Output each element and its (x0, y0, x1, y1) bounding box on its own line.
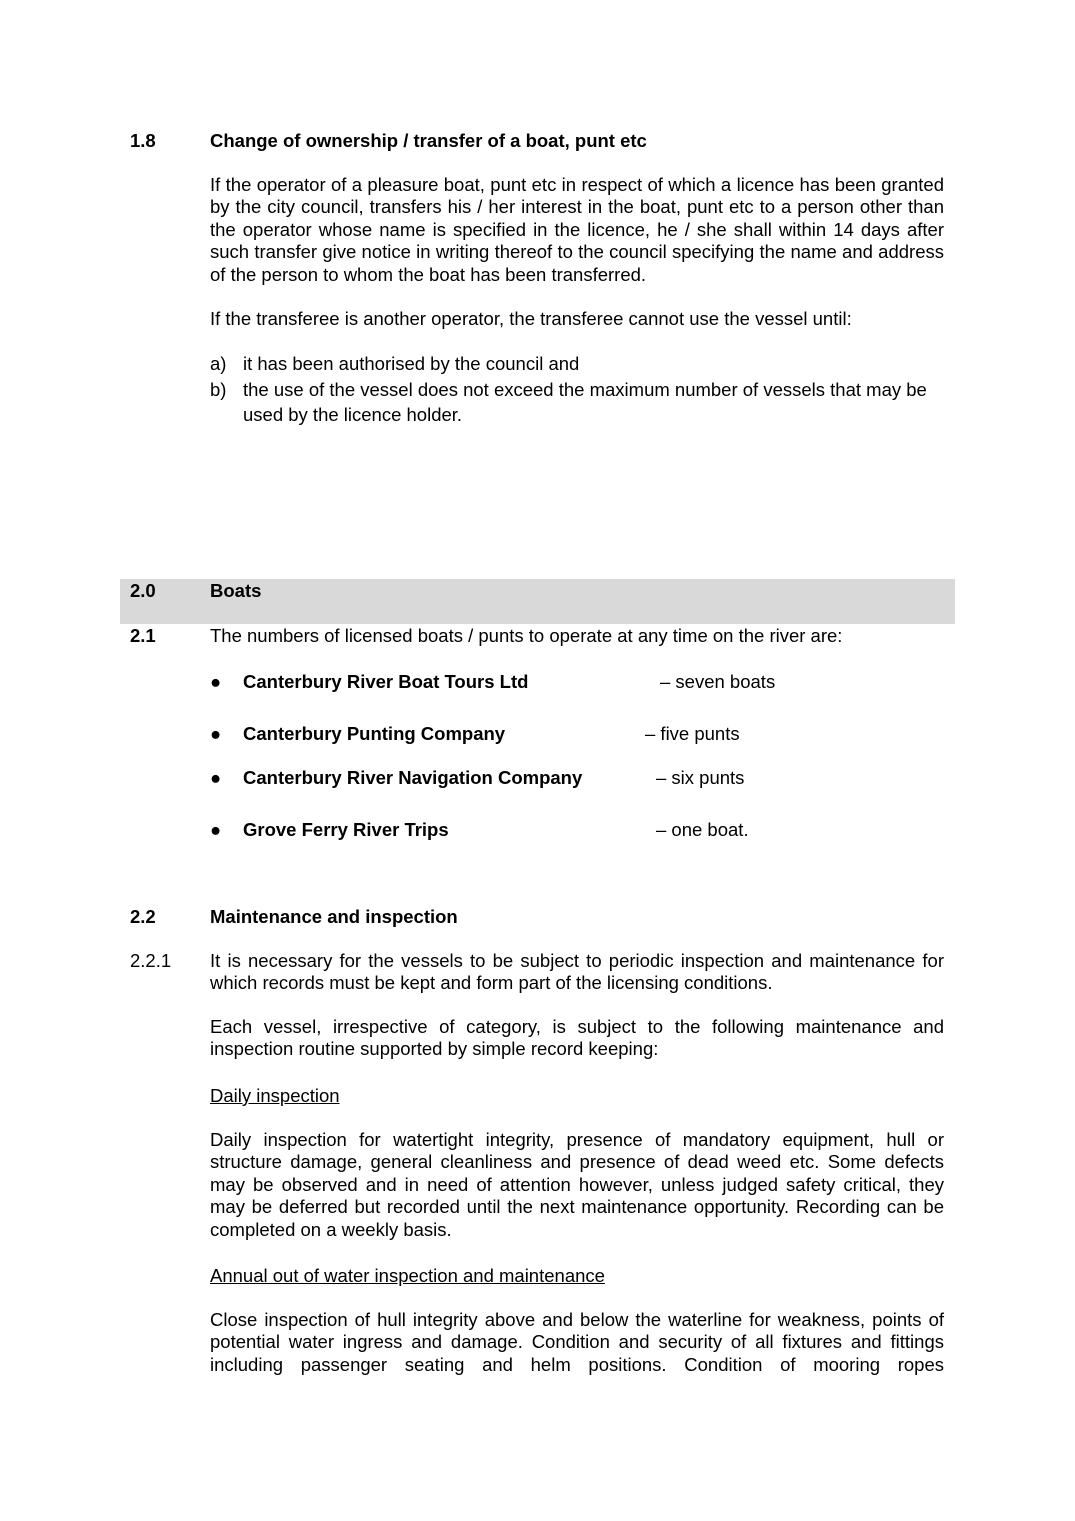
operator-quantity: – six punts (656, 767, 745, 788)
bullet-icon: ● (210, 819, 222, 840)
paragraph-periodic-inspection: It is necessary for the vessels to be subject to periodic inspection and maintenance for which records must be kept and form part of the licensing conditions. (210, 950, 944, 994)
section-title-1-8: Change of ownership / transfer of a boat, punt etc (210, 130, 647, 151)
list-item-a (210, 351, 944, 376)
operator-quantity: – seven boats (660, 671, 776, 692)
operator-name: Canterbury Punting Company (243, 723, 506, 744)
paragraph-licensed-numbers: The numbers of licensed boats / punts to operate at any time on the river are: (210, 625, 843, 646)
operator-quantity: – one boat. (656, 819, 749, 840)
paragraph-transfer-notice: If the operator of a pleasure boat, punt etc in respect of which a licence has been granted by the city council, transfers his / her interest in the boat, punt etc to a person other than the operator whose name is specified in the licence, he / she shall within 14 days after such transfer give notice in writing thereof to the council specifying the name and address of the person to whom the boat has been transferred. (210, 174, 944, 285)
paragraph-routine: Each vessel, irrespective of category, is subject to the following maintenance and inspection routine supported by simple record keeping: (210, 1016, 944, 1060)
operator-name: Canterbury River Navigation Company (243, 767, 583, 788)
paragraph-annual-inspection: Close inspection of hull integrity above and below the waterline for weakness, points of potential water ingress and damage. Condition and security of all fixtures and fittings including passenger seating and helm positions. Condition of mooring ropes (210, 1309, 944, 1375)
list-item-b (210, 377, 944, 427)
bullet-icon: ● (210, 723, 222, 744)
section-number-2-1: 2.1 (130, 625, 156, 646)
operator-quantity: – five punts (645, 723, 740, 744)
subheading-annual-inspection: Annual out of water inspection and maintenance (210, 1265, 605, 1286)
list-item-text: the use of the vessel does not exceed the maximum number of vessels that may be used by the licence holder. (243, 379, 927, 425)
bullet-icon: ● (210, 671, 222, 692)
paragraph-transferee: If the transferee is another operator, the transferee cannot use the vessel until: (210, 308, 852, 329)
section-title-boats: Boats (210, 580, 262, 601)
paragraph-daily-inspection: Daily inspection for watertight integrity, presence of mandatory equipment, hull or structure damage, general cleanliness and presence of dead weed etc. Some defects may be observed and in need of attention however, unless judged safety critical, they may be deferred but recorded until the next maintenance opportunity. Recording can be completed on a weekly basis. (210, 1129, 944, 1240)
operator-name: Grove Ferry River Trips (243, 819, 449, 840)
bullet-icon: ● (210, 767, 222, 788)
list-item-text: it has been authorised by the council and (243, 353, 580, 374)
operator-name: Canterbury River Boat Tours Ltd (243, 671, 529, 692)
section-number-2-2: 2.2 (130, 906, 156, 927)
subheading-daily-inspection: Daily inspection (210, 1085, 340, 1106)
section-number-2-2-1: 2.2.1 (130, 950, 172, 971)
section-title-maintenance: Maintenance and inspection (210, 906, 458, 927)
section-number-1-8: 1.8 (130, 130, 156, 151)
list-item-label: b) (210, 379, 227, 400)
list-item-label: a) (210, 353, 227, 374)
section-number-2-0: 2.0 (130, 580, 156, 601)
